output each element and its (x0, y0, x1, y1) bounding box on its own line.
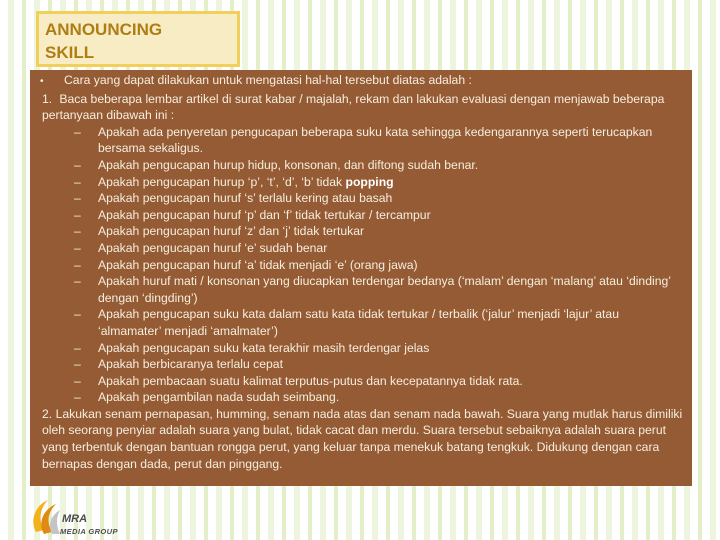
item-1 (34, 91, 684, 124)
dash-marker: – (74, 340, 81, 355)
question-item (34, 240, 684, 257)
dash-marker: – (74, 274, 81, 289)
question-item (34, 223, 684, 240)
logo-name: MRA (62, 513, 88, 525)
question-label: Apakah pembacaan suatu kalimat terputus-putus dan kecepatannya tidak rata. (98, 373, 523, 388)
question-label: Apakah pengambilan nada sudah seimbang. (98, 390, 340, 405)
question-text (98, 340, 684, 357)
question-label: Apakah pengucapan hurup ‘p’, ‘t’, ‘d’, ‘b’ tidak (98, 174, 343, 189)
dash-marker: – (74, 257, 81, 272)
dash-marker: – (74, 307, 81, 322)
question-label: Apakah pengucapan huruf ‘s’ terlalu kering atau basah (98, 191, 393, 206)
question-text (98, 389, 684, 406)
question-text (98, 257, 684, 274)
question-label: Apakah pengucapan huruf ‘z’ dan ‘j’ tidak tertukar (98, 224, 365, 239)
question-item (34, 389, 684, 406)
question-text (98, 174, 684, 191)
question-label: Apakah pengucapan hurup hidup, konsonan, dan diftong sudah benar. (98, 157, 479, 172)
question-label: Apakah ada penyeretan pengucapan beberapa suku kata sehingga kedengarannya seperti terucapkan bersama sekaligus. (98, 124, 653, 156)
question-text (98, 306, 684, 339)
item-2 (34, 406, 684, 472)
question-text (98, 223, 684, 240)
question-item (34, 273, 684, 306)
dash-marker: – (74, 124, 81, 139)
question-text (98, 373, 684, 390)
item-2-text: Lakukan senam pernapasan, humming, senam nada atas dan senam nada bawah. Suara yang mutlak harus dimiliki oleh seorang penyiar adalah suara yang bulat, tidak cacat dan merdu. Suara tersebut sebaiknya adalah suara perut yang terbentuk dengan bantuan rongga perut, yang keluar tanpa menekuk batang tengkuk. Didukung dengan cara bernapas dengan dada, perut dan pinggang. (42, 406, 683, 471)
question-item (34, 306, 684, 339)
question-label: Apakah huruf mati / konsonan yang diucapkan terdengar bedanya (‘malam’ dengan ‘malang’ atau ‘dinding’ dengan ‘dingding’) (98, 274, 671, 305)
question-label: Apakah pengucapan huruf ‘p’ dan ‘f’ tidak tertukar / tercampur (98, 207, 431, 222)
question-item (34, 340, 684, 357)
question-label: Apakah pengucapan huruf ‘a’ tidak menjadi ‘e’ (orang jawa) (98, 257, 418, 272)
item-1-number: 1. (42, 91, 53, 106)
question-text (98, 157, 684, 174)
question-label: Apakah pengucapan suku kata terakhir masih terdengar jelas (98, 340, 430, 355)
item-1-text: Baca beberapa lembar artikel di surat kabar / majalah, rekam dan lakukan evaluasi dengan menjawab beberapa pertanyaan dibawah ini : (42, 91, 665, 123)
dash-marker: – (74, 390, 81, 405)
question-item (34, 174, 684, 191)
dash-marker: – (74, 357, 81, 372)
content-panel (30, 70, 692, 486)
title-line-2: SKILL (45, 43, 95, 62)
question-item (34, 373, 684, 390)
dash-marker: – (74, 207, 81, 222)
dash-marker: – (74, 224, 81, 239)
dash-marker: – (74, 174, 81, 189)
question-text (98, 273, 684, 306)
question-text (98, 124, 684, 157)
dash-marker: – (74, 240, 81, 255)
title-box (36, 11, 240, 67)
dash-marker: – (74, 373, 81, 388)
intro-line (34, 72, 684, 91)
question-text (98, 207, 684, 224)
intro-text: Cara yang dapat dilakukan untuk mengatasi hal-hal tersebut diatas adalah : (64, 73, 472, 87)
question-item (34, 157, 684, 174)
question-item (34, 207, 684, 224)
question-text (98, 356, 684, 373)
highlighted-word: popping (345, 174, 394, 189)
question-label: Apakah berbicaranya terlalu cepat (98, 357, 283, 372)
logo-subtitle: MEDIA GROUP (60, 527, 118, 536)
question-text (98, 190, 684, 207)
intro-bullet: • (40, 76, 44, 87)
dash-marker: – (74, 191, 81, 206)
question-item (34, 190, 684, 207)
question-list (34, 124, 684, 406)
item-2-number: 2. (42, 406, 53, 421)
question-label: Apakah pengucapan huruf ‘e’ sudah benar (98, 240, 328, 255)
question-text (98, 240, 684, 257)
question-item (34, 257, 684, 274)
question-item (34, 356, 684, 373)
question-label: Apakah pengucapan suku kata dalam satu kata tidak tertukar / terbalik (‘jalur’ menjadi ‘lajur’ atau ‘almamater’ menjadi ‘amalmater’) (98, 307, 619, 338)
title-line-1: ANNOUNCING (45, 20, 163, 39)
question-item (34, 124, 684, 157)
dash-marker: – (74, 157, 81, 172)
